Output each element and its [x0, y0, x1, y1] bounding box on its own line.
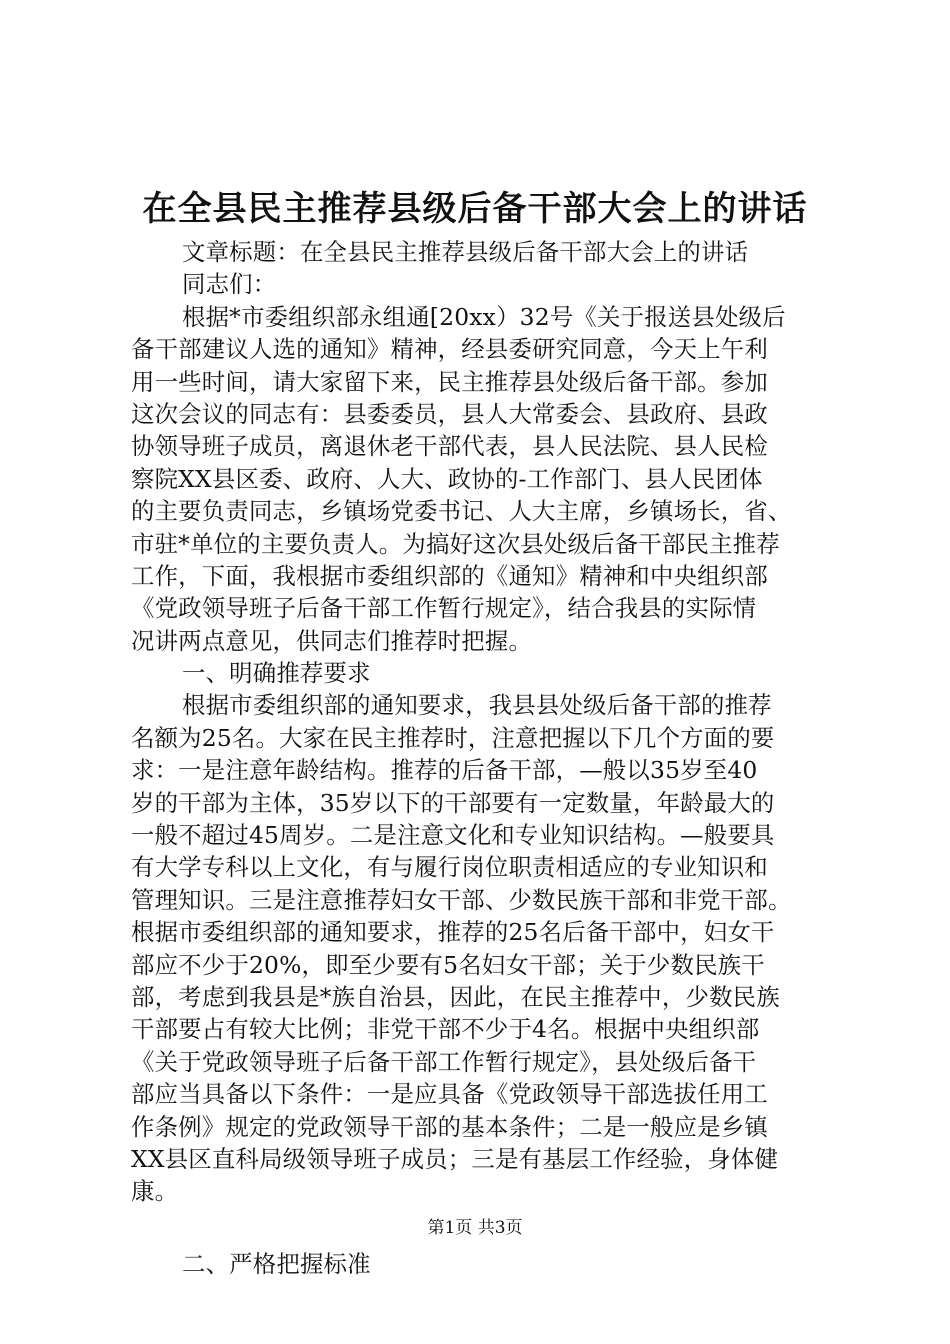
- paragraph-line: 部应不少于20%，即至少要有5名妇女干部；关于少数民族干: [131, 950, 765, 979]
- paragraph-line: XX县区直科局级领导班子成员；三是有基层工作经验，身体健: [131, 1144, 779, 1173]
- paragraph-line: 求：一是注意年龄结构。推荐的后备干部，—般以35岁至40: [131, 756, 758, 785]
- paragraph-line: 协领导班子成员，离退休老干部代表，县人民法院、县人民检: [131, 432, 768, 461]
- page-footer: 第1页 共3页: [427, 1218, 523, 1238]
- paragraph-line: 一般不超过45周岁。二是注意文化和专业知识结构。—般要具: [131, 821, 775, 850]
- paragraph-line: 康。: [131, 1177, 179, 1206]
- paragraph-line: 市驻*单位的主要负责人。为搞好这次县处级后备干部民主推荐: [131, 529, 780, 558]
- paragraph-line: 有大学专科以上文化，有与履行岗位职责相适应的专业知识和: [131, 853, 768, 882]
- paragraph-line: 这次会议的同志有：县委委员，县人大常委会、县政府、县政: [131, 399, 768, 428]
- paragraph-line: 用一些时间，请大家留下来，民主推荐县处级后备干部。参加: [131, 367, 768, 396]
- section-heading-2: 二、严格把握标准: [182, 1249, 371, 1278]
- paragraph-line: 工作，下面，我根据市委组织部的《通知》精神和中央组织部: [131, 561, 768, 590]
- paragraph-line: 《党政领导班子后备干部工作暂行规定》，结合我县的实际情: [131, 594, 757, 623]
- section-heading-1: 一、明确推荐要求: [182, 659, 371, 688]
- paragraph-line: 察院XX县区委、政府、人大、政协的-工作部门、县人民团体: [131, 464, 763, 493]
- paragraph-line: 根据市委组织部的通知要求，我县县处级后备干部的推荐: [182, 691, 772, 720]
- paragraph-line: 部，考虑到我县是*族自治县，因此，在民主推荐中，少数民族: [131, 982, 780, 1011]
- paragraph-line: 况讲两点意见，供同志们推荐时把握。: [131, 626, 533, 655]
- paragraph-line: 根据*市委组织部永组通[20xx）32号《关于报送县处级后: [182, 302, 786, 331]
- paragraph-line: 干部要占有较大比例；非党干部不少于4名。根据中央组织部: [131, 1015, 760, 1044]
- paragraph-line: 部应当具备以下条件：一是应具备《党政领导干部选拔任用工: [131, 1080, 768, 1109]
- paragraph-line: 的主要负责同志，乡镇场党委书记、人大主席，乡镇场长，省、: [131, 497, 792, 526]
- document-title: 在全县民主推荐县级后备干部大会上的讲话: [142, 189, 808, 229]
- paragraph-line: 备干部建议人选的通知》精神，经县委研究同意，今天上午利: [131, 335, 768, 364]
- salutation-line: 同志们：: [182, 270, 277, 299]
- article-title-line: 文章标题：在全县民主推荐县级后备干部大会上的讲话: [182, 238, 749, 266]
- paragraph-line: 名额为25名。大家在民主推荐时，注意把握以下几个方面的要: [131, 723, 775, 752]
- paragraph-line: 《关于党政领导班子后备干部工作暂行规定》，县处级后备干: [131, 1047, 757, 1076]
- document-body: [131, 236, 831, 1280]
- paragraph-line: 管理知识。三是注意推荐妇女干部、少数民族干部和非党干部。: [131, 885, 792, 914]
- paragraph-line: 根据市委组织部的通知要求，推荐的25名后备干部中，妇女干: [131, 918, 775, 947]
- paragraph-line: 作条例》规定的党政领导干部的基本条件；二是一般应是乡镇: [131, 1112, 768, 1141]
- paragraph-line: 岁的干部为主体，35岁以下的干部要有一定数量，年龄最大的: [131, 788, 775, 817]
